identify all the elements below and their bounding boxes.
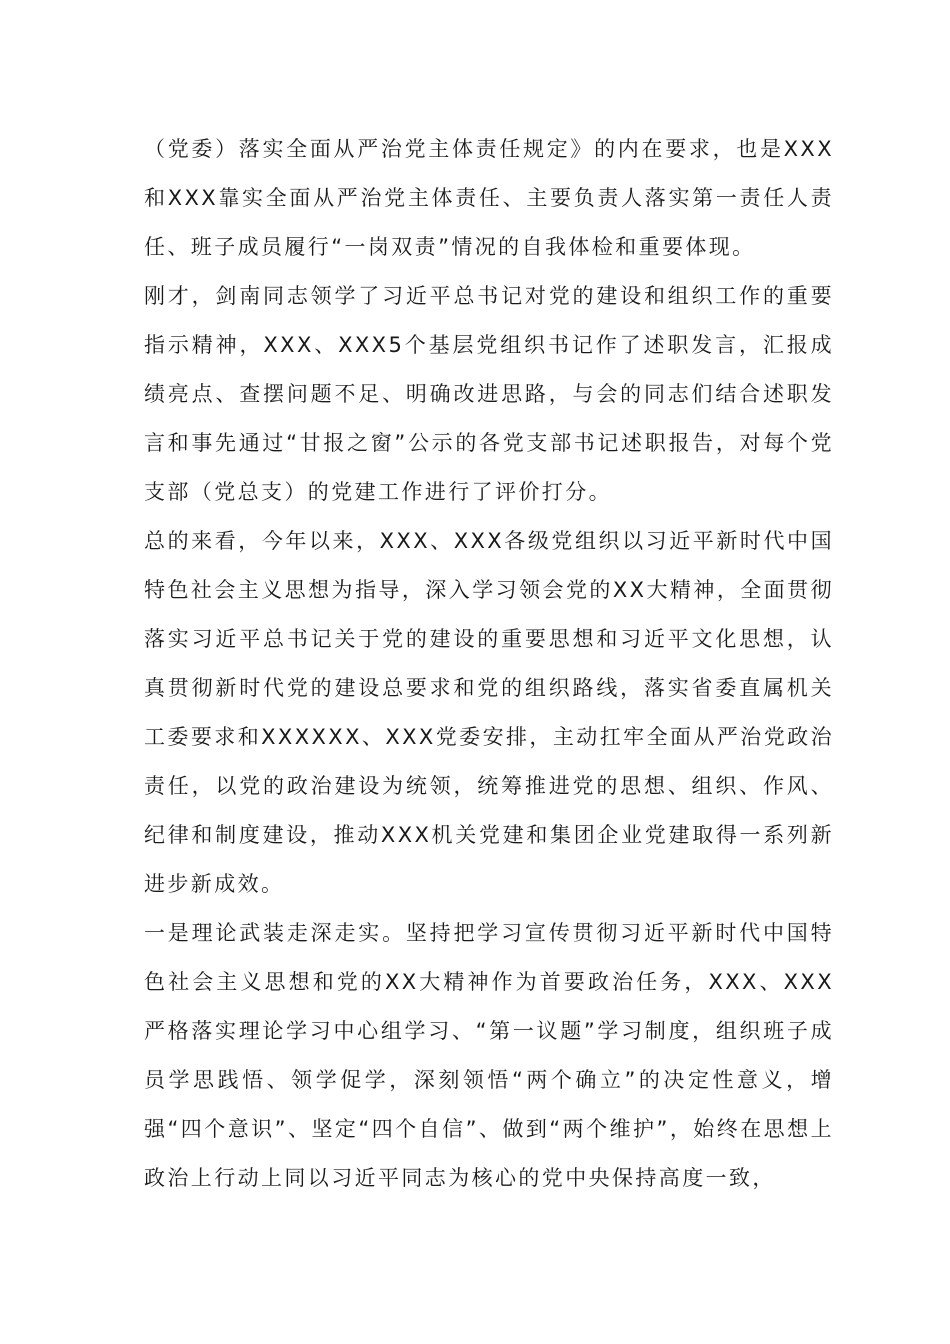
paragraph-meeting-review: 刚才，剑南同志领学了习近平总书记对党的建设和组织工作的重要指示精神，XXX、XXX5个基层党组织书记作了述职发言，汇报成绩亮点、查摆问题不足、明确改进思路，与会的同志们结合述职发言和事先通过“甘报之窗”公示的各党支部书记述职报告，对每个党支部（党总支）的党建工作进行了评价打分。 [144,284,834,504]
paragraph-overall-summary: 总的来看，今年以来，XXX、XXX各级党组织以习近平新时代中国特色社会主义思想为指导，深入学习领会党的XX大精神，全面贯彻落实习近平总书记关于党的建设的重要思想和习近平文化思想，认真贯彻新时代党的建设总要求和党的组织路线，落实省委直属机关工委要求和XXXXXX、XXX党委安排，主动扛牢全面从严治党政治责任，以党的政治建设为统领，统筹推进党的思想、组织、作风、纪律和制度建设，推动XXX机关党建和集团企业党建取得一系列新进步新成效。 [144,529,834,896]
paragraph-theory-study: 一是理论武装走深走实。坚持把学习宣传贯彻习近平新时代中国特色社会主义思想和党的XX大精神作为首要政治任务，XXX、XXX严格落实理论学习中心组学习、“第一议题”学习制度，组织班子成员学思践悟、领学促学，深刻领悟“两个确立”的决定性意义，增强“四个意识”、坚定“四个自信”、做到“两个维护”，始终在思想上政治上行动上同以习近平同志为核心的党中央保持高度一致， [144,921,834,1190]
document-body [144,125,834,1203]
paragraph-intro: （党委）落实全面从严治党主体责任规定》的内在要求，也是XXX和XXX靠实全面从严治党主体责任、主要负责人落实第一责任人责任、班子成员履行“一岗双责”情况的自我体检和重要体现。 [144,137,834,259]
